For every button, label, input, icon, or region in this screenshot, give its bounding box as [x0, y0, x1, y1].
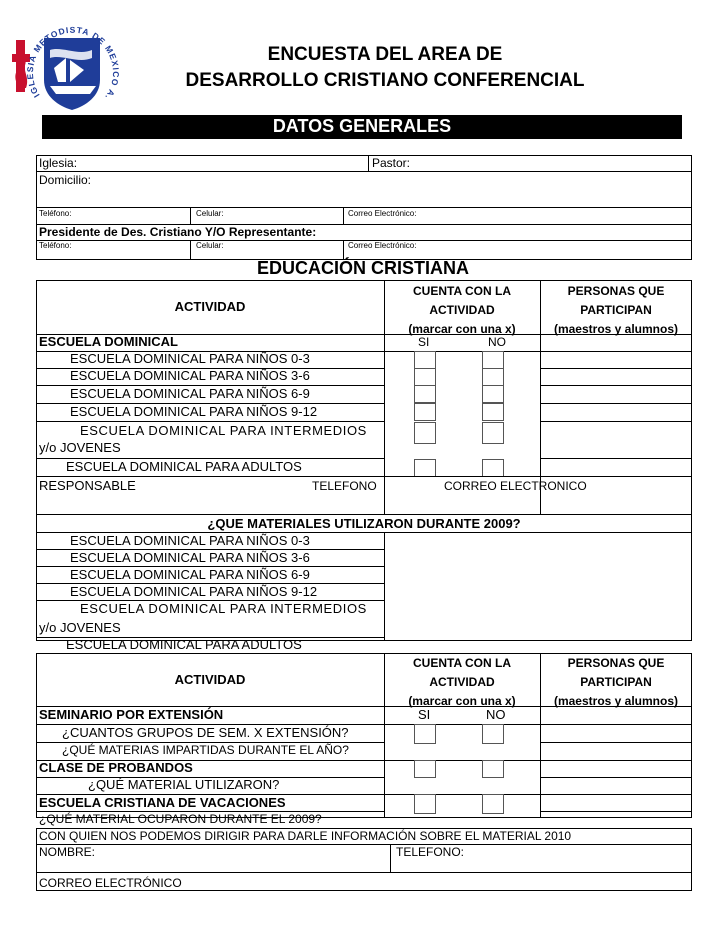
domicilio-label: Domicilio: — [39, 173, 92, 187]
title-line-2: DESARROLLO CRISTIANO CONFERENCIAL — [185, 70, 585, 91]
responsable-telefono-label: TELEFONO — [312, 479, 377, 493]
telefono-label: Teléfono: — [39, 209, 72, 218]
actividad-header-2: ACTIVIDAD — [174, 672, 246, 687]
ed-item-0-3: ESCUELA DOMINICAL PARA NIÑOS 0-3 — [70, 351, 310, 366]
seminario-q2: ¿QUÉ MATERIAS IMPARTIDAS DURANTE EL AÑO? — [62, 743, 349, 757]
pastor-label: Pastor: — [372, 156, 411, 170]
pastor-field[interactable] — [418, 156, 688, 170]
materiales-title: ¿QUE MATERIALES UTILIZARON DURANTE 2009? — [207, 516, 521, 531]
mat-item-9-12: ESCUELA DOMINICAL PARA NIÑOS 9-12 — [70, 584, 318, 599]
si-label-2: SI — [418, 707, 431, 722]
checkbox-si-9-12[interactable] — [414, 403, 436, 421]
mat-item-jovenes: y/o JOVENES — [39, 620, 121, 635]
checkbox-si-intermedios[interactable] — [414, 422, 436, 444]
checkbox-no-0-3[interactable] — [482, 351, 504, 369]
checkbox-no-seminario[interactable] — [482, 724, 504, 744]
ed-item-6-9: ESCUELA DOMINICAL PARA NIÑOS 6-9 — [70, 386, 310, 401]
responsable-correo-label: CORREO ELECTRONICO — [444, 479, 587, 493]
ed-item-jovenes: y/o JOVENES — [39, 440, 121, 455]
si-label: SI — [418, 335, 430, 349]
checkbox-si-probandos[interactable] — [414, 760, 436, 778]
checkbox-no-probandos[interactable] — [482, 760, 504, 778]
escuela-dominical-label: ESCUELA DOMINICAL — [39, 334, 178, 349]
logo-text: IGLESIA METODISTA DE MEXICO A. — [24, 24, 122, 103]
seminario-label: SEMINARIO POR EXTENSIÓN — [39, 707, 224, 722]
celular-label: Celular: — [196, 209, 224, 218]
personas-header-2: PERSONAS QUE PARTICIPAN (maestros y alumnos) — [553, 656, 679, 708]
ed-item-intermedios: ESCUELA DOMINICAL PARA INTERMEDIOS — [80, 423, 367, 438]
iglesia-label: Iglesia: — [39, 156, 78, 170]
contact-telefono-label: TELEFONO: — [396, 845, 465, 859]
checkbox-no-adultos[interactable] — [482, 459, 504, 477]
checkbox-si-seminario[interactable] — [414, 724, 436, 744]
probandos-q: ¿QUÉ MATERIAL UTILIZARON? — [88, 777, 280, 792]
checkbox-si-adultos[interactable] — [414, 459, 436, 477]
mat-item-0-3: ESCUELA DOMINICAL PARA NIÑOS 0-3 — [70, 533, 310, 548]
presidente-celular-label: Celular: — [196, 241, 224, 250]
vacaciones-q: ¿QUÉ MATERIAL OCUPARON DURANTE EL 2009? — [39, 812, 322, 826]
cuenta-header: CUENTA CON LA ACTIVIDAD (marcar con una x) — [408, 284, 516, 336]
checkbox-no-vacaciones[interactable] — [482, 794, 504, 814]
checkbox-si-0-3[interactable] — [414, 351, 436, 369]
mat-item-3-6: ESCUELA DOMINICAL PARA NIÑOS 3-6 — [70, 550, 310, 565]
checkbox-si-3-6[interactable] — [414, 368, 436, 386]
checkbox-no-9-12[interactable] — [482, 403, 504, 421]
checkbox-no-6-9[interactable] — [482, 385, 504, 403]
iglesia-field[interactable] — [100, 156, 364, 170]
datos-generales-title: DATOS GENERALES — [272, 116, 452, 136]
domicilio-field[interactable] — [110, 173, 688, 205]
ed-item-adultos: ESCUELA DOMINICAL PARA ADULTOS — [66, 459, 302, 474]
correo-label: Correo Electrónico: — [348, 209, 417, 218]
seminario-q1: ¿CUANTOS GRUPOS DE SEM. X EXTENSIÓN? — [62, 725, 349, 740]
contact-correo-label: CORREO ELECTRÓNICO — [39, 876, 182, 890]
checkbox-no-3-6[interactable] — [482, 368, 504, 386]
presidente-label: Presidente de Des. Cristiano Y/O Representante: — [39, 225, 317, 239]
cuenta-header-2: CUENTA CON LA ACTIVIDAD (marcar con una x) — [408, 656, 516, 708]
nombre-label: NOMBRE: — [39, 845, 96, 859]
checkbox-si-6-9[interactable] — [414, 385, 436, 403]
presidente-telefono-label: Teléfono: — [39, 241, 72, 250]
responsable-label: RESPONSABLE — [39, 478, 136, 493]
ed-item-3-6: ESCUELA DOMINICAL PARA NIÑOS 3-6 — [70, 368, 310, 383]
nombre-field[interactable] — [100, 845, 386, 871]
mat-item-intermedios: ESCUELA DOMINICAL PARA INTERMEDIOS — [80, 601, 367, 616]
educacion-title: EDUCACIÓN CRISTIANA — [256, 258, 469, 278]
contact-question: CON QUIEN NOS PODEMOS DIRIGIR PARA DARLE INFORMACIÓN SOBRE EL MATERIAL 2010 — [39, 829, 572, 843]
title-line-1: ENCUESTA DEL AREA DE — [267, 44, 503, 65]
personas-header: PERSONAS QUE PARTICIPAN (maestros y alumnos) — [553, 284, 679, 336]
probandos-label: CLASE DE PROBANDOS — [39, 760, 193, 775]
mat-item-adultos: ESCUELA DOMINICAL PARA ADULTOS — [66, 637, 302, 652]
contact-telefono-field[interactable] — [470, 845, 688, 871]
vacaciones-label: ESCUELA CRISTIANA DE VACACIONES — [39, 795, 286, 810]
actividad-header: ACTIVIDAD — [174, 299, 246, 314]
checkbox-no-intermedios[interactable] — [482, 422, 504, 444]
mat-item-6-9: ESCUELA DOMINICAL PARA NIÑOS 6-9 — [70, 567, 310, 582]
no-label-2: NO — [486, 707, 506, 722]
checkbox-si-vacaciones[interactable] — [414, 794, 436, 814]
presidente-correo-label: Correo Electrónico: — [348, 241, 417, 250]
ed-item-9-12: ESCUELA DOMINICAL PARA NIÑOS 9-12 — [70, 404, 318, 419]
no-label: NO — [488, 335, 506, 349]
